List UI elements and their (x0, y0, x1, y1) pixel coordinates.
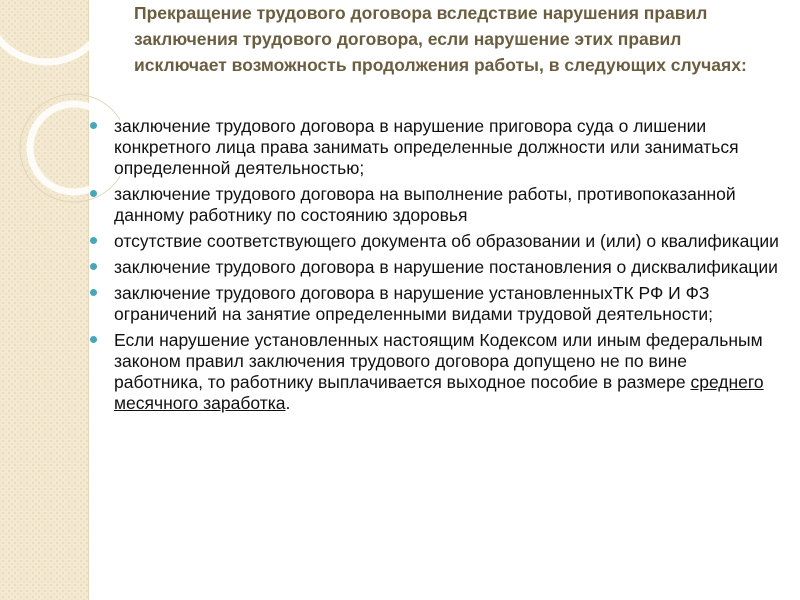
list-item (90, 184, 780, 226)
list-item-text-before: Если нарушение установленных настоящим Кодексом или иным федеральным законом правил заключения трудового договора допущено не по вине работника, то работнику выплачивается выходное пособие в размере (114, 330, 763, 392)
list-item-text-after: . (285, 393, 291, 413)
bullet-icon (90, 263, 97, 270)
average-monthly-salary-link[interactable]: среднего месячного заработка (114, 372, 764, 413)
list-item-text: заключение трудового договора в нарушение приговора суда о лишении конкретного лица права занимать определенные должности или заниматься определенной деятельностью; (114, 116, 739, 178)
list-item-text: отсутствие соответствующего документа об образовании и (или) о квалификации (114, 231, 779, 251)
list-item-text: заключение трудового договора в нарушение установленныхТК РФ И ФЗ ограничений на занятие определенными видами трудовой деятельности; (114, 283, 713, 324)
bullet-icon (90, 336, 97, 343)
list-item-text: заключение трудового договора на выполнение работы, противопоказанной данному работнику по состоянию здоровья (114, 184, 736, 225)
bullet-icon (90, 237, 97, 244)
list-item (90, 231, 780, 252)
list-item (90, 116, 780, 179)
bullet-icon (90, 289, 97, 296)
slide-title: Прекращение трудового договора вследствие нарушения правил заключения трудового договора, если нарушение этих правил исключает возможность продолжения работы, в следующих случаях: (134, 3, 747, 75)
list-item-text: заключение трудового договора в нарушение постановления о дисквалификации (114, 257, 778, 277)
list-item-severance (90, 330, 780, 414)
bullet-icon (90, 122, 97, 129)
list-item (90, 283, 780, 325)
list-item (90, 257, 780, 278)
bullet-icon (90, 190, 97, 197)
bullet-list (90, 116, 780, 419)
decorative-side-strip (0, 0, 89, 600)
